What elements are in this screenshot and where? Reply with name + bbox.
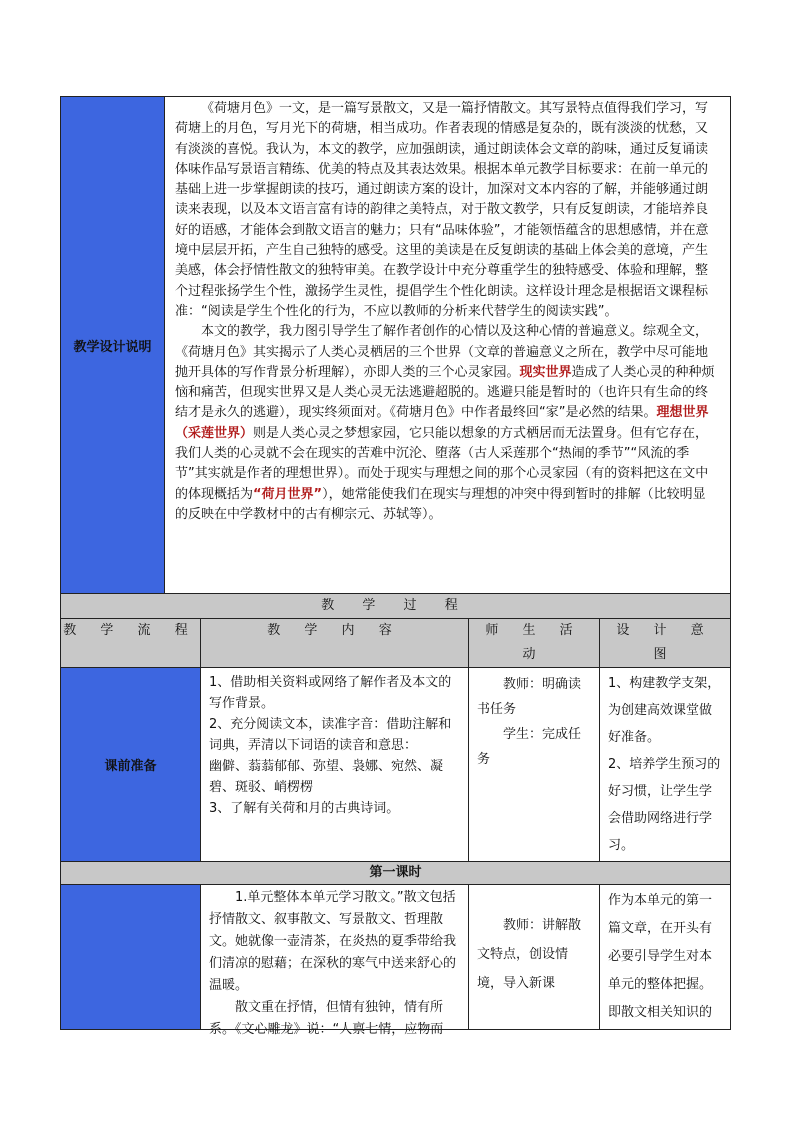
prep-row <box>61 668 731 862</box>
lesson1-content-para-2: 散文重在抒情，但情有独钟，情有所系。《文心雕龙》说：“人禀七情，应物而 <box>209 1000 444 1037</box>
design-label: 教学设计说明 <box>73 339 152 355</box>
lesson1-content <box>201 885 468 1037</box>
process-title-row <box>61 594 731 619</box>
header-content: 教 学 内 容 <box>201 619 469 668</box>
design-paragraph-2 <box>175 322 718 525</box>
header-flow: 教 学 流 程 <box>61 619 201 668</box>
design-label-cell <box>61 97 165 594</box>
prep-label-cell <box>61 668 201 862</box>
prep-activity-teacher: 教师：明确读书任务 <box>477 677 582 717</box>
design-p2-text-d: ），她常能使我们在现实与理想的冲突中得到暂时的排解（比较明显的反映在中学教材中的古有柳宗元、苏轼等）。 <box>175 486 706 522</box>
lesson1-activity-cell <box>469 885 600 1030</box>
lesson1-intent-cell <box>600 885 731 1030</box>
design-row <box>61 97 731 594</box>
lesson1-title: 第一课时 <box>61 862 731 885</box>
design-p2-text-c: 则是人类心灵之梦想家园，它只能以想象的方式栖居而无法置身。但有它存在，我们人类的心灵就不会在现实的苦难中沉沦、堕落（古人采莲那个“热闹的季节”“风流的季节”其实就是作者的理想世界）。而处于现实与理想之间的那个心灵家园（有的资料把这在文中的体现概括为 <box>175 425 709 502</box>
prep-intent-cell <box>600 668 731 862</box>
lesson1-row <box>61 885 731 1030</box>
prep-intent <box>600 668 730 861</box>
lesson1-activity <box>469 885 599 1029</box>
highlight-real-world: 现实世界 <box>519 364 572 380</box>
prep-content-item-2: 2、充分阅读文本，读准字音：借助注解和词典，弄清以下词语的读音和意思： <box>209 717 452 753</box>
lesson1-content-cell <box>201 885 469 1037</box>
prep-content-item-1: 1、借助相关资料或网络了解作者及本文的写作背景。 <box>209 675 452 711</box>
lesson1-intent-text: 作为本单元的第一篇文章，在开头有必要引导学生对本单元的整体把握。即散文相关知识的 <box>608 893 713 1020</box>
highlight-lotus-moon-world: “荷月世界” <box>253 486 323 502</box>
prep-intent-item-2: 2、培养学生预习的好习惯，让学生学会借助网络进行学习。 <box>608 757 721 853</box>
design-text <box>165 97 730 593</box>
design-p2-text-a: 本文的教学，我力图引导学生了解作者创作的心情以及这种心情的普遍意义。综观全文，《荷塘月色》其实揭示了人类心灵栖居的三个世界（文章的普遍意义之所在，教学中尽可能地抛开具体的写作背景分析理解），亦即人类的三个心灵家园。 <box>175 324 709 380</box>
lesson1-content-para-1: 1.单元整体本单元学习散文。”散文包括抒情散文、叙事散文、写景散文、哲理散文。她就像一壶清茶，在炎热的夏季带给我们清凉的慰藉；在深秋的寒气中送来舒心的温暖。 <box>209 890 457 993</box>
prep-content-item-4: 3、了解有关荷和月的古典诗词。 <box>209 801 400 816</box>
lesson1-label-cell <box>61 885 201 1030</box>
lesson1-title-row <box>61 862 731 885</box>
prep-label: 课前准备 <box>104 759 157 774</box>
highlight-ideal-world: 理想世界（采莲世界） <box>175 405 709 441</box>
prep-activity-student: 学生：完成任务 <box>477 727 582 767</box>
prep-activity <box>469 668 599 776</box>
process-title: 教 学 过 程 <box>61 594 731 619</box>
prep-content <box>201 668 468 854</box>
design-p2-text-b: 造成了人类心灵的种种烦恼和痛苦，但现实世界又是人类心灵无法逃避超脱的。逃避只能是暂时的（也许只有生命的终结才是永久的逃避），现实终须面对。《荷塘月色》中作者最终回“家”是必然的结果。 <box>175 364 715 421</box>
design-paragraph-1: 《荷塘月色》一文，是一篇写景散文，又是一篇抒情散文。其写景特点值得我们学习，写荷塘上的月色，写月光下的荷塘，相当成功。作者表现的情感是复杂的，既有淡淡的忧愁，又有淡淡的喜悦。我认为，本文的教学，应加强朗读，通过朗读体会文章的韵味，通过反复诵读体味作品写景语言精练、优美的特点及其表达效果。根据本单元教学目标要求：在前一单元的基础上进一步掌握朗读的技巧，通过朗读方案的设计，加深对文本内容的了解，并能够通过朗读来表现，以及本文语言富有诗的韵律之美特点，对于散文教学，只有反复朗读，才能培养良好的语感，才能体会到散文语言的魅力；只有“品味体验”，才能领悟蕴含的思想感情，并在意境中层层开拓，产生自己独特的感受。这里的美读是在反复朗读的基础上体会美的意境，产生美感，体会抒情性散文的独特审美。在教学设计中充分尊重学生的独特感受、体验和理解，整个过程张扬学生个性，激扬学生灵性，提倡学生个性化朗读。这样设计理念是根据语文课程标准：“阅读是学生个性化的行为，不应以教师的分析来代替学生的阅读实践”。 <box>175 101 709 319</box>
process-header-row <box>61 619 731 668</box>
prep-activity-cell <box>469 668 600 862</box>
lesson-plan-table <box>60 96 731 1037</box>
design-text-cell <box>165 97 731 594</box>
prep-intent-item-1: 1、构建教学支架，为创建高效课堂做好准备。 <box>608 676 721 745</box>
prep-content-item-3: 幽僻、蓊蓊郁郁、弥望、袅娜、宛然、凝碧、斑驳、峭楞楞 <box>209 759 444 795</box>
lesson1-activity-text: 教师：讲解散文特点，创设情境，导入新课 <box>477 918 582 991</box>
prep-content-cell <box>201 668 469 862</box>
header-activity: 师 生 活 动 <box>469 619 600 668</box>
lesson1-intent <box>600 885 730 1029</box>
header-intent: 设 计 意 图 <box>600 619 731 668</box>
